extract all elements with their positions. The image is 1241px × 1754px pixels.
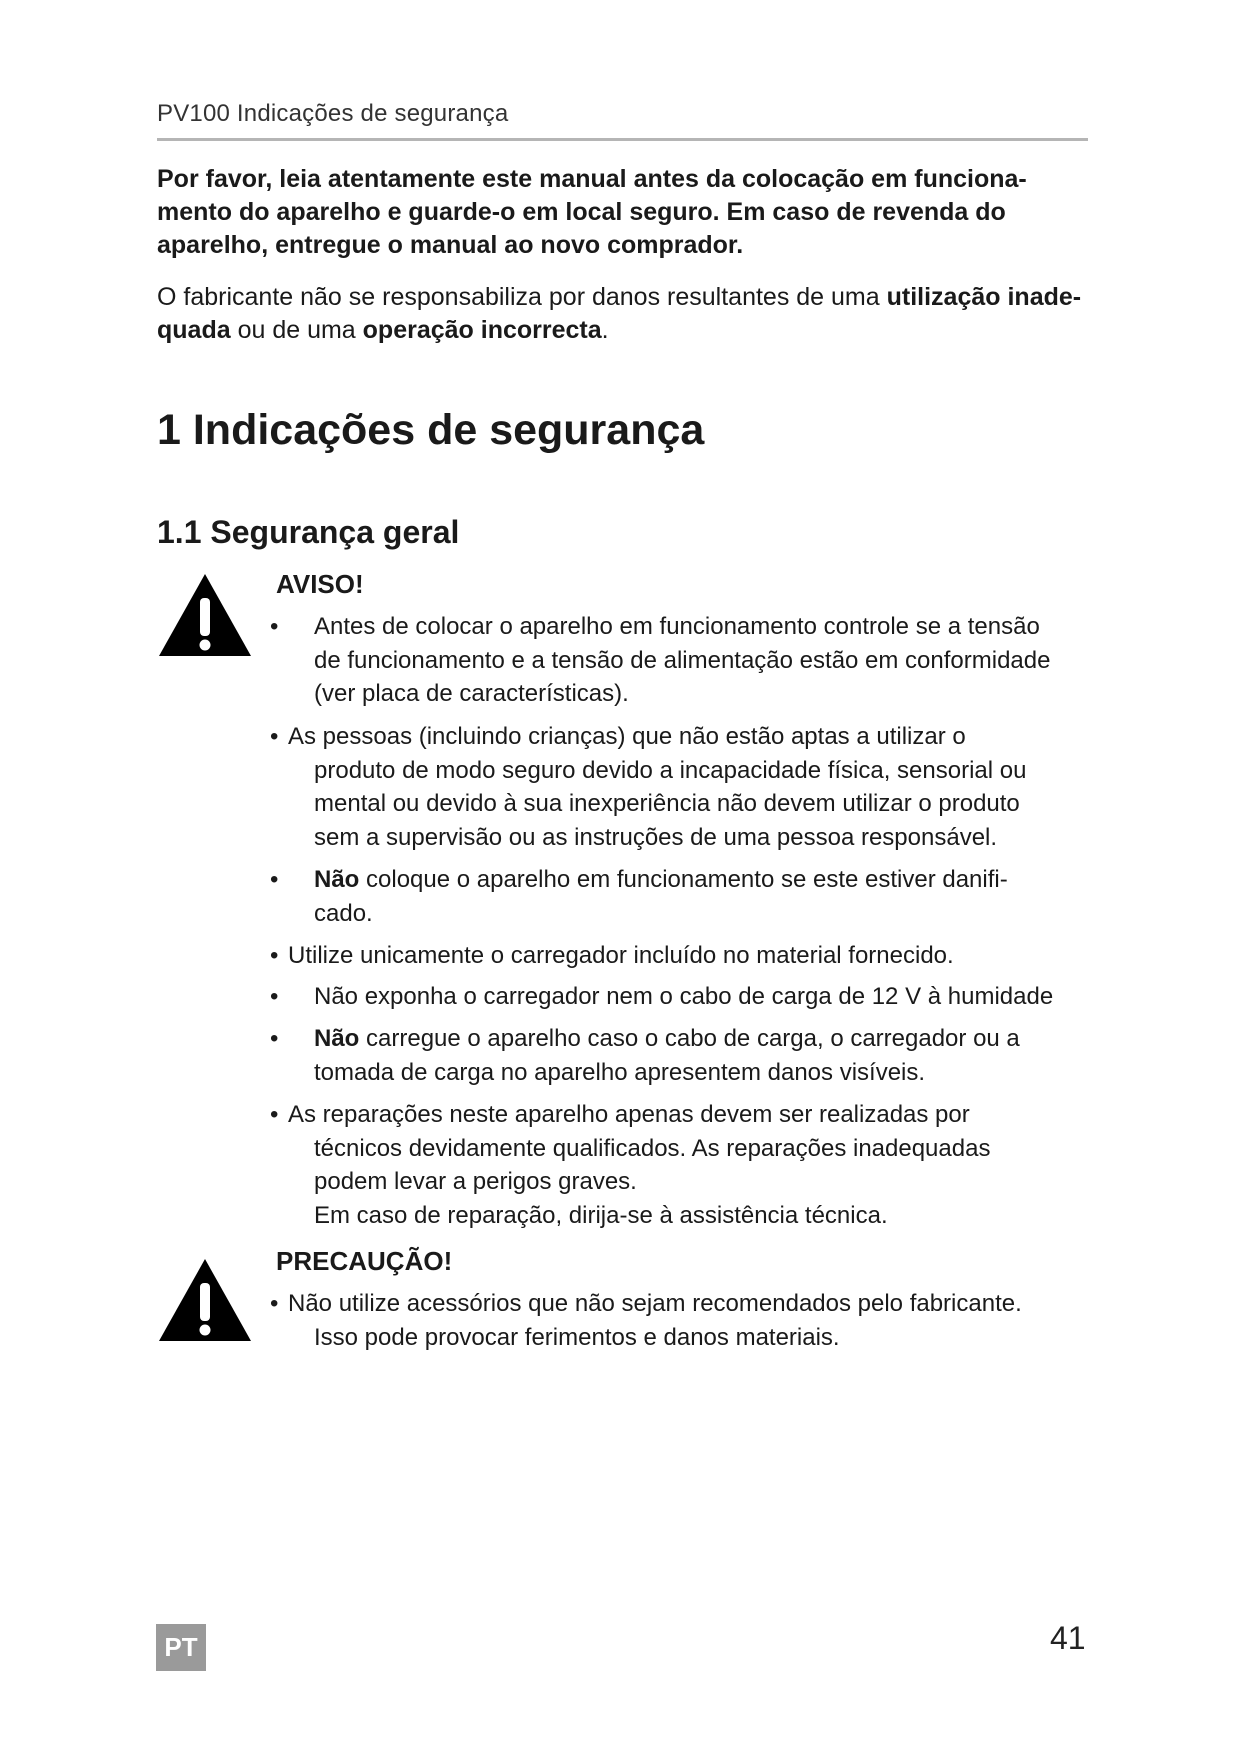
bullet: • [270, 866, 279, 893]
warning-item: • Não carregue o aparelho caso o cabo de carga, o carregador ou a tomada de carga no aparelho apresentem danos visíveis. [270, 1022, 1110, 1089]
bullet: • [270, 723, 279, 750]
language-badge: PT [156, 1624, 206, 1671]
running-header: PV100 Indicações de segurança [157, 100, 509, 127]
warning-item: • As reparações neste aparelho apenas devem ser realizadas por técnicos devidamente qualificados. As reparações inadequadas podem levar a perigos graves. Em caso de reparação, dirija-se à assistência técnica. [270, 1098, 1110, 1232]
bullet: • [270, 1101, 279, 1128]
caution-title: PRECAUÇÃO! [276, 1246, 453, 1276]
chapter-heading: 1 Indicações de segurança [157, 406, 705, 454]
warning-item: • Não exponha o carregador nem o cabo de carga de 12 V à humidade [270, 980, 1110, 1014]
warning-item: • Não coloque o aparelho em funcionamento se este estiver danifi- cado. [270, 863, 1110, 930]
bullet: • [270, 942, 279, 969]
caution-item: • Não utilize acessórios que não sejam recomendados pelo fabricante. Isso pode provocar ferimentos e danos materiais. [270, 1287, 1110, 1354]
header-divider [157, 138, 1088, 141]
liability-text: . [601, 316, 609, 344]
bullet: • [270, 983, 279, 1010]
intro-notice-line: mento do aparelho e guarde-o em local seguro. Em caso de revenda do [157, 198, 1006, 226]
bullet: • [270, 1025, 279, 1052]
emphasis: Não [314, 1025, 360, 1052]
warning-item: • Utilize unicamente o carregador incluído no material fornecido. [270, 939, 1110, 973]
warning-item: • As pessoas (incluindo crianças) que não estão aptas a utilizar o produto de modo seguro devido a incapacidade física, sensorial ou mental ou devido à sua inexperiência não devem utilizar o produto sem a supervisão ou as instruções de uma pessoa responsável. [270, 720, 1110, 854]
warning-item: • Antes de colocar o aparelho em funcionamento controle se a tensão de funcionamento e a tensão de alimentação estão em conformidade (ver placa de características). [270, 610, 1110, 711]
liability-text: O fabricante não se responsabiliza por danos resultantes de uma [157, 283, 887, 311]
section-heading: 1.1 Segurança geral [157, 514, 460, 550]
warning-title: AVISO! [276, 569, 364, 599]
bullet: • [270, 1290, 279, 1317]
warning-triangle-icon [157, 572, 253, 658]
page-number: 41 [1050, 1620, 1086, 1656]
caution-triangle-icon [157, 1257, 253, 1343]
liability-emphasis: quada [157, 316, 231, 344]
liability-text: ou de uma [230, 316, 363, 344]
liability-emphasis: utilização inade- [886, 283, 1082, 311]
intro-notice-line: Por favor, leia atentamente este manual antes da colocação em funciona- [157, 165, 1027, 193]
intro-notice [157, 163, 1097, 262]
liability-emphasis: operação incorrecta [362, 316, 602, 344]
emphasis: Não [314, 866, 360, 893]
bullet: • [270, 613, 279, 640]
intro-notice-line: aparelho, entregue o manual ao novo comprador. [157, 231, 744, 259]
liability-paragraph [157, 281, 1097, 347]
